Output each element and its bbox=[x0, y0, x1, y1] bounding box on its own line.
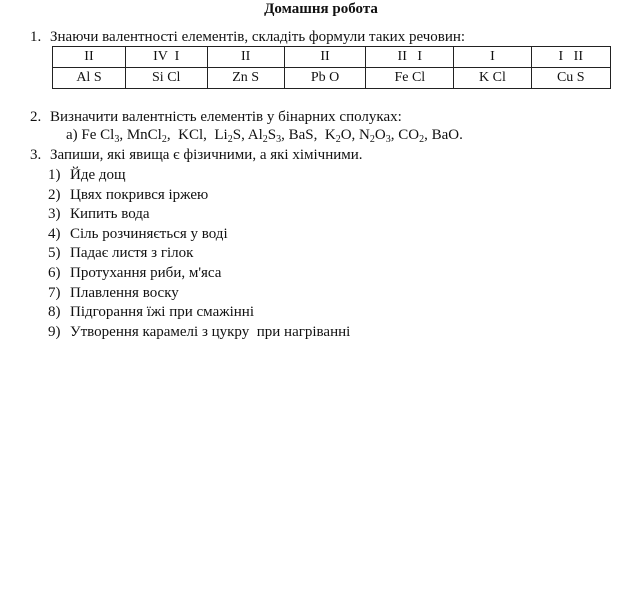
list-item bbox=[48, 186, 350, 206]
formula: $CO_2$ bbox=[398, 127, 425, 145]
formula: $Al_2S_3$ bbox=[247, 127, 282, 145]
list-item-number: 4) bbox=[48, 225, 61, 242]
list-item-number: 2) bbox=[48, 186, 61, 203]
formula: KCl bbox=[178, 127, 204, 143]
list-item-number: 6) bbox=[48, 264, 61, 281]
list-item-text: Падає листя з гілок bbox=[70, 245, 194, 262]
list-item bbox=[48, 323, 350, 343]
formula-line bbox=[66, 126, 463, 144]
list-item-number: 3) bbox=[48, 206, 61, 223]
list-item-text: Кипить вода bbox=[70, 206, 150, 223]
list-item-text: Плавлення воску bbox=[70, 284, 179, 301]
valence-cell: II bbox=[284, 47, 366, 68]
list-item bbox=[48, 264, 350, 284]
list-item bbox=[48, 244, 350, 264]
list-item-text: Цвях покрився іржею bbox=[70, 186, 209, 203]
compound-cell: Si Cl bbox=[125, 68, 207, 89]
valence-cell: IV I bbox=[125, 47, 207, 68]
list-item-text: Підгорання їжі при смажінні bbox=[70, 304, 254, 321]
list-item-text: Протухання риби, м'яса bbox=[70, 264, 222, 281]
valence-row bbox=[53, 47, 611, 68]
formula: $N_2O_3$ bbox=[359, 127, 391, 145]
task-1-heading bbox=[30, 28, 465, 46]
compound-row bbox=[53, 68, 611, 89]
list-item bbox=[48, 284, 350, 304]
list-item-number: 9) bbox=[48, 323, 61, 340]
task-3-heading bbox=[30, 146, 363, 164]
list-item bbox=[48, 225, 350, 245]
compound-cell: Al S bbox=[53, 68, 126, 89]
compound-cell: Pb O bbox=[284, 68, 366, 89]
phenomena-list bbox=[48, 166, 350, 342]
valence-cell: II bbox=[53, 47, 126, 68]
list-item-number: 1) bbox=[48, 167, 61, 183]
list-item bbox=[48, 205, 350, 225]
list-item bbox=[48, 166, 350, 186]
formula: MnCl$_2$ bbox=[126, 127, 167, 145]
formula: BaS bbox=[288, 127, 314, 143]
list-item-text: Йде дощ bbox=[70, 167, 126, 183]
compound-cell: Zn S bbox=[207, 68, 284, 89]
compound-cell: Cu S bbox=[531, 68, 610, 89]
page-title: Домашня робота bbox=[264, 1, 378, 17]
valence-table bbox=[52, 46, 611, 89]
task-3-number: 3. bbox=[30, 147, 42, 163]
compound-cell: Fe Cl bbox=[366, 68, 454, 89]
valence-cell: II bbox=[207, 47, 284, 68]
list-item-number: 8) bbox=[48, 304, 61, 321]
formula-list: Fe $Cl_3$, MnCl$_2$, KCl, $Li_2S$, $Al_2S_3$, BaS, $K_2O$, $N_2O_3$, $CO_2$, BaO. bbox=[81, 127, 463, 145]
task-1-number: 1. bbox=[30, 29, 42, 45]
list-item-number: 7) bbox=[48, 284, 61, 301]
task-1-text: Знаючи валентності елементів, складіть формули таких речовин: bbox=[50, 29, 466, 45]
formula: BaO. bbox=[431, 127, 463, 143]
valence-cell: I II bbox=[531, 47, 610, 68]
formula: Fe $Cl_3$ bbox=[81, 127, 120, 145]
task-3-text: Запиши, які явища є фізичними, а які хімічними. bbox=[50, 147, 363, 163]
list-item-text: Утворення карамелі з цукру при нагріванні bbox=[70, 323, 351, 340]
valence-cell: II I bbox=[366, 47, 454, 68]
list-item-number: 5) bbox=[48, 245, 61, 262]
task-2-text: Визначити валентність елементів у бінарних сполуках: bbox=[50, 109, 402, 125]
valence-cell: I bbox=[454, 47, 531, 68]
list-item-text: Сіль розчиняється у воді bbox=[70, 225, 228, 242]
compound-cell: K Cl bbox=[454, 68, 531, 89]
formula: $Li_2S$ bbox=[214, 127, 242, 145]
formula: $K_2O$ bbox=[324, 127, 352, 145]
formula-prefix: а) bbox=[66, 127, 78, 143]
list-item bbox=[48, 303, 350, 323]
task-2-heading bbox=[30, 108, 402, 126]
task-2-number: 2. bbox=[30, 109, 42, 125]
